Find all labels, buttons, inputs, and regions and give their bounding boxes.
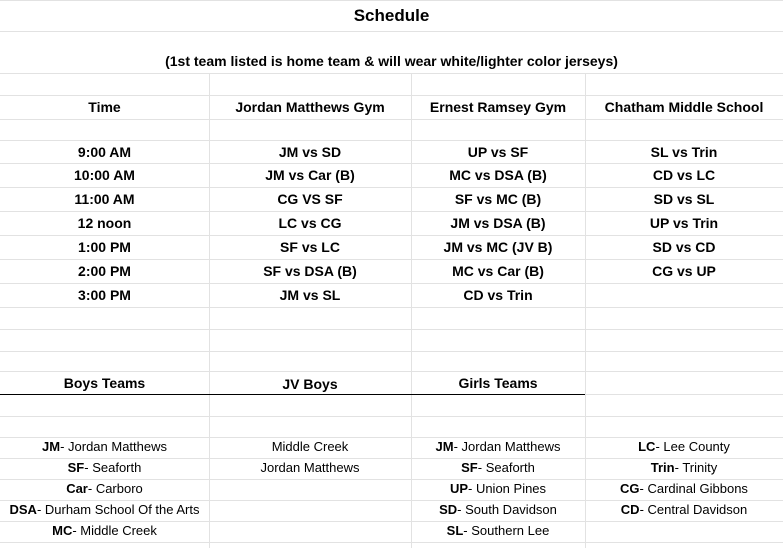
row-gridline: [0, 0, 783, 1]
team-abbreviation: SL: [446, 523, 464, 538]
boys-team-entry: [0, 437, 209, 457]
team-full-name: - Durham School Of the Arts: [36, 502, 200, 517]
column-header: Ernest Ramsey Gym: [429, 99, 567, 115]
game-time: 11:00 AM: [74, 191, 135, 207]
girls-team-entry: [411, 521, 585, 541]
jv-team-entry: Middle Creek: [271, 439, 349, 454]
game-chatham-middle-school: UP vs Trin: [649, 215, 719, 231]
game-chatham-middle-school: SD vs SL: [653, 191, 715, 207]
column-header: Time: [88, 99, 121, 115]
game-jordan-matthews-gym: SF vs DSA (B): [263, 263, 357, 279]
girls-team-entry: [411, 479, 585, 499]
team-abbreviation: DSA: [9, 502, 37, 517]
game-ernest-ramsey-gym: CD vs Trin: [463, 287, 533, 303]
game-ernest-ramsey-gym: JM vs MC (JV B): [443, 239, 553, 255]
team-abbreviation: LC: [638, 439, 656, 454]
team-header-border: [0, 394, 585, 395]
page-title: Schedule: [353, 6, 430, 25]
team-abbreviation: JM: [42, 439, 61, 454]
team-full-name: - Southern Lee: [463, 523, 550, 538]
row-gridline: [0, 73, 783, 74]
row-gridline: [0, 211, 783, 212]
row-gridline: [0, 95, 783, 96]
row-gridline: [0, 187, 783, 188]
team-abbreviation: SD: [439, 502, 458, 517]
team-full-name: - Trinity: [674, 460, 718, 475]
game-chatham-middle-school: CD vs LC: [652, 167, 716, 183]
team-abbreviation: CD: [620, 502, 640, 517]
game-jordan-matthews-gym: LC vs CG: [278, 215, 342, 231]
team-full-name: - Jordan Matthews: [453, 439, 561, 454]
row-gridline: [0, 31, 783, 32]
team-full-name: - Middle Creek: [72, 523, 157, 538]
game-chatham-middle-school: CG vs UP: [652, 263, 716, 279]
team-full-name: - Central Davidson: [639, 502, 748, 517]
game-ernest-ramsey-gym: MC vs DSA (B): [449, 167, 547, 183]
jv-team-entry: Jordan Matthews: [260, 460, 360, 475]
row-gridline: [0, 371, 783, 372]
jersey-note: (1st team listed is home team & will wear white/lighter color jerseys): [165, 53, 618, 69]
boys-team-entry: [0, 521, 209, 541]
team-abbreviation: MC: [52, 523, 73, 538]
team-full-name: - South Davidson: [457, 502, 557, 517]
team-full-name: - Seaforth: [84, 460, 142, 475]
girls-team-entry: [411, 500, 585, 520]
row-gridline: [0, 416, 783, 417]
row-gridline: [0, 235, 783, 236]
game-ernest-ramsey-gym: MC vs Car (B): [452, 263, 544, 279]
team-full-name: - Union Pines: [468, 481, 547, 496]
row-gridline: [0, 329, 783, 330]
girls-team-entry: [585, 458, 783, 478]
row-gridline: [0, 163, 783, 164]
team-full-name: - Carboro: [87, 481, 143, 496]
game-time: 2:00 PM: [78, 263, 131, 279]
game-ernest-ramsey-gym: UP vs SF: [467, 144, 529, 160]
game-time: 3:00 PM: [78, 287, 131, 303]
column-header: Chatham Middle School: [604, 99, 764, 115]
game-time: 12 noon: [77, 215, 132, 231]
team-abbreviation: Car: [66, 481, 88, 496]
boys-team-entry: [0, 500, 209, 520]
team-abbreviation: Trin: [650, 460, 675, 475]
game-time: 10:00 AM: [74, 167, 135, 183]
team-full-name: - Cardinal Gibbons: [639, 481, 748, 496]
row-gridline: [0, 542, 783, 543]
game-ernest-ramsey-gym: JM vs DSA (B): [450, 215, 546, 231]
girls-team-entry: [411, 437, 585, 457]
row-gridline: [0, 351, 783, 352]
row-gridline: [0, 283, 783, 284]
team-abbreviation: CG: [620, 481, 640, 496]
girls-teams-header: Girls Teams: [458, 375, 538, 391]
game-time: 9:00 AM: [77, 144, 132, 160]
boys-team-entry: [0, 479, 209, 499]
team-full-name: - Seaforth: [477, 460, 535, 475]
game-jordan-matthews-gym: SF vs LC: [280, 239, 340, 255]
column-header: Jordan Matthews Gym: [235, 99, 385, 115]
game-chatham-middle-school: SD vs CD: [652, 239, 716, 255]
row-gridline: [0, 307, 783, 308]
game-jordan-matthews-gym: JM vs SL: [279, 287, 341, 303]
team-full-name: - Lee County: [655, 439, 730, 454]
game-time: 1:00 PM: [78, 239, 131, 255]
team-full-name: - Jordan Matthews: [60, 439, 167, 454]
team-abbreviation: SF: [461, 460, 478, 475]
team-abbreviation: JM: [435, 439, 454, 454]
girls-team-entry: [585, 479, 783, 499]
row-gridline: [0, 140, 783, 141]
boys-teams-header: Boys Teams: [63, 375, 146, 391]
game-jordan-matthews-gym: CG VS SF: [277, 191, 343, 207]
girls-team-entry: [411, 458, 585, 478]
game-ernest-ramsey-gym: SF vs MC (B): [454, 191, 542, 207]
game-chatham-middle-school: SL vs Trin: [650, 144, 718, 160]
team-abbreviation: SF: [67, 460, 85, 475]
boys-team-entry: [0, 458, 209, 478]
jv-boys-header: JV Boys: [282, 376, 338, 392]
row-gridline: [0, 259, 783, 260]
row-gridline: [0, 119, 783, 120]
game-jordan-matthews-gym: JM vs SD: [278, 144, 342, 160]
girls-team-entry: [585, 437, 783, 457]
game-jordan-matthews-gym: JM vs Car (B): [265, 167, 355, 183]
team-abbreviation: UP: [449, 481, 468, 496]
girls-team-entry: [585, 500, 783, 520]
